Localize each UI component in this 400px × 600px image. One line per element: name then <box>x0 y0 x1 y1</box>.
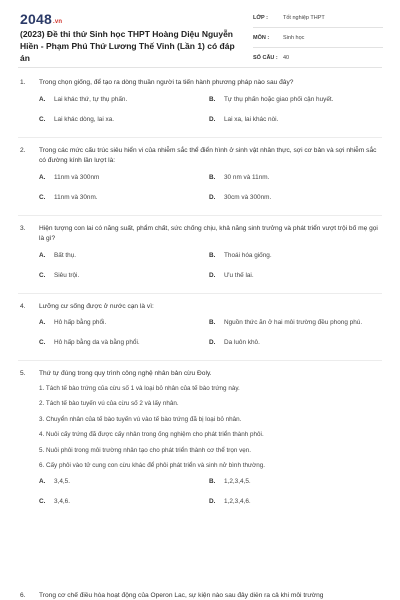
option-letter: C. <box>39 339 46 346</box>
option-text: 11nm và 30nm. <box>54 193 98 201</box>
option-text: Da luôn khô. <box>224 339 260 346</box>
process-step: 1. Tách tế bào trứng của cừu số 1 và loại bỏ nhân của tế bào trứng này. <box>39 384 240 392</box>
option-letter: C. <box>39 115 46 123</box>
question-5 <box>20 369 380 517</box>
option-d[interactable] <box>209 338 379 348</box>
document-header <box>0 0 400 64</box>
meta-row-class <box>253 12 383 28</box>
question-divider <box>18 215 382 216</box>
meta-row-subject <box>253 32 383 48</box>
option-text: 1,2,3,4,5. <box>224 477 251 485</box>
option-letter: B. <box>209 319 216 326</box>
option-c[interactable] <box>39 338 209 348</box>
process-step: 5. Nuôi phôi trong môi trường nhân tạo cho phát triển thành cơ thể trọn vẹn. <box>39 446 252 454</box>
meta-value: 40 <box>283 55 290 61</box>
meta-key: SỐ CÂU : <box>253 55 278 61</box>
option-c[interactable] <box>39 115 209 125</box>
option-b[interactable] <box>209 318 379 328</box>
option-letter: C. <box>39 193 46 201</box>
question-divider <box>18 137 382 138</box>
option-letter: D. <box>209 497 216 505</box>
option-text: Tự thụ phấn hoặc giao phối cận huyết. <box>224 95 334 103</box>
question-number: 6. <box>20 592 26 599</box>
exam-meta <box>253 12 383 71</box>
question-6-cutoff <box>20 592 380 599</box>
option-text: 30cm và 300nm. <box>224 193 272 201</box>
process-step: 6. Cấy phôi vào tử cung con cừu khác để phôi phát triển và sinh nở bình thường. <box>39 462 266 469</box>
logo-suffix: .vn <box>52 19 63 25</box>
question-text: Hiện tượng con lai có năng suất, phẩm chất, sức chống chịu, khả năng sinh trưởng và phát triển vượt trội bố mẹ gọi là gì? <box>39 224 378 242</box>
option-text: 3,4,6. <box>54 497 70 505</box>
question-number: 1. <box>20 79 26 86</box>
option-text: Bất thụ. <box>54 251 77 259</box>
option-text: Hô hấp bằng da và bằng phổi. <box>54 339 140 346</box>
question-number: 4. <box>20 302 26 310</box>
option-d[interactable] <box>209 271 379 281</box>
question-number: 2. <box>20 146 26 154</box>
question-text: Trong chọn giống, để tạo ra dòng thuần người ta tiến hành phương pháp nào sau đây? <box>39 79 294 86</box>
option-text: Nguồn thức ăn ở hai môi trường đều phong phú. <box>224 319 363 326</box>
option-letter: D. <box>209 115 216 123</box>
option-b[interactable] <box>209 173 379 183</box>
question-3 <box>20 224 380 291</box>
question-text: Lưỡng cư sống được ở nước cạn là vì: <box>39 302 154 310</box>
option-letter: B. <box>209 95 216 103</box>
option-text: 11nm và 300nm <box>54 173 100 181</box>
exam-title: (2023) Đề thi thử Sinh học THPT Hoàng Diệu Nguyễn Hiền - Phạm Phú Thứ Lương Thế Vinh (Lần 1) có đáp án <box>20 29 235 63</box>
option-a[interactable] <box>39 95 209 105</box>
meta-value: Sinh học <box>283 35 305 41</box>
question-divider <box>18 360 382 361</box>
option-text: Lai xa, lai khác nòi. <box>224 115 279 123</box>
option-letter: A. <box>39 173 46 181</box>
option-letter: A. <box>39 319 46 326</box>
meta-value: Tốt nghiệp THPT <box>283 15 325 21</box>
option-b[interactable] <box>209 95 379 105</box>
meta-key: LỚP : <box>253 15 268 21</box>
option-letter: B. <box>209 477 216 485</box>
option-a[interactable] <box>39 251 209 261</box>
question-4 <box>20 302 380 359</box>
option-text: Lai khác dòng, lai xa. <box>54 115 115 123</box>
option-letter: A. <box>39 95 46 103</box>
option-letter: C. <box>39 497 46 505</box>
logo-text: 2048 <box>20 11 52 27</box>
option-letter: A. <box>39 477 46 485</box>
option-text: Lai khác thứ, tự thụ phấn. <box>54 95 128 103</box>
question-list <box>0 78 400 517</box>
question-text: Trong các mức cấu trúc siêu hiển vi của nhiễm sắc thể điển hình ở sinh vật nhân thực, sợi cơ bản và sợi nhiễm sắc có đường kính lần lượt là: <box>39 146 377 164</box>
question-text: Trong cơ chế điều hòa hoạt động của Operon Lac, sự kiện nào sau đây diễn ra cả khi môi trường <box>39 592 324 599</box>
option-a[interactable] <box>39 318 209 328</box>
option-d[interactable] <box>209 115 379 125</box>
option-c[interactable] <box>39 193 209 203</box>
question-2 <box>20 146 380 213</box>
process-step: 2. Tách tế bào tuyến vú của cừu số 2 và lấy nhân. <box>39 400 179 407</box>
option-c[interactable] <box>39 271 209 281</box>
question-number: 5. <box>20 370 26 377</box>
option-text: 3,4,5. <box>54 477 70 485</box>
process-step: 3. Chuyển nhân của tế bào tuyến vú vào tế bào trứng đã bị loại bỏ nhân. <box>39 415 242 423</box>
meta-row-count <box>253 52 383 67</box>
option-letter: B. <box>209 251 216 259</box>
option-letter: D. <box>209 271 216 279</box>
meta-key: MÔN : <box>253 35 270 41</box>
question-1 <box>20 78 380 135</box>
question-divider <box>18 293 382 294</box>
option-c[interactable] <box>39 497 209 507</box>
option-a[interactable] <box>39 173 209 183</box>
option-letter: A. <box>39 251 46 259</box>
option-letter: B. <box>209 173 216 181</box>
option-letter: D. <box>209 193 216 201</box>
option-b[interactable] <box>209 477 379 487</box>
site-logo[interactable] <box>20 11 62 27</box>
option-d[interactable] <box>209 497 379 507</box>
option-b[interactable] <box>209 251 379 261</box>
option-text: Siêu trội. <box>54 271 80 279</box>
option-text: Hô hấp bằng phổi. <box>54 319 107 326</box>
process-step: 4. Nuôi cấy trứng đã được cấy nhân trong ống nghiệm cho phát triển thành phôi. <box>39 431 264 438</box>
header-divider <box>18 67 382 68</box>
option-d[interactable] <box>209 193 379 203</box>
option-text: 30 nm và 11nm. <box>224 173 270 181</box>
question-number: 3. <box>20 224 26 232</box>
option-letter: D. <box>209 339 216 346</box>
question-text: Thứ tự đúng trong quy trình công nghệ nhân bản cừu Đoly. <box>39 370 212 377</box>
option-a[interactable] <box>39 477 209 487</box>
option-text: Ưu thế lai. <box>224 271 254 279</box>
option-letter: C. <box>39 271 46 279</box>
process-steps <box>39 384 380 472</box>
option-text: 1,2,3,4,6. <box>224 497 251 505</box>
option-text: Thoái hóa giống. <box>224 251 272 259</box>
